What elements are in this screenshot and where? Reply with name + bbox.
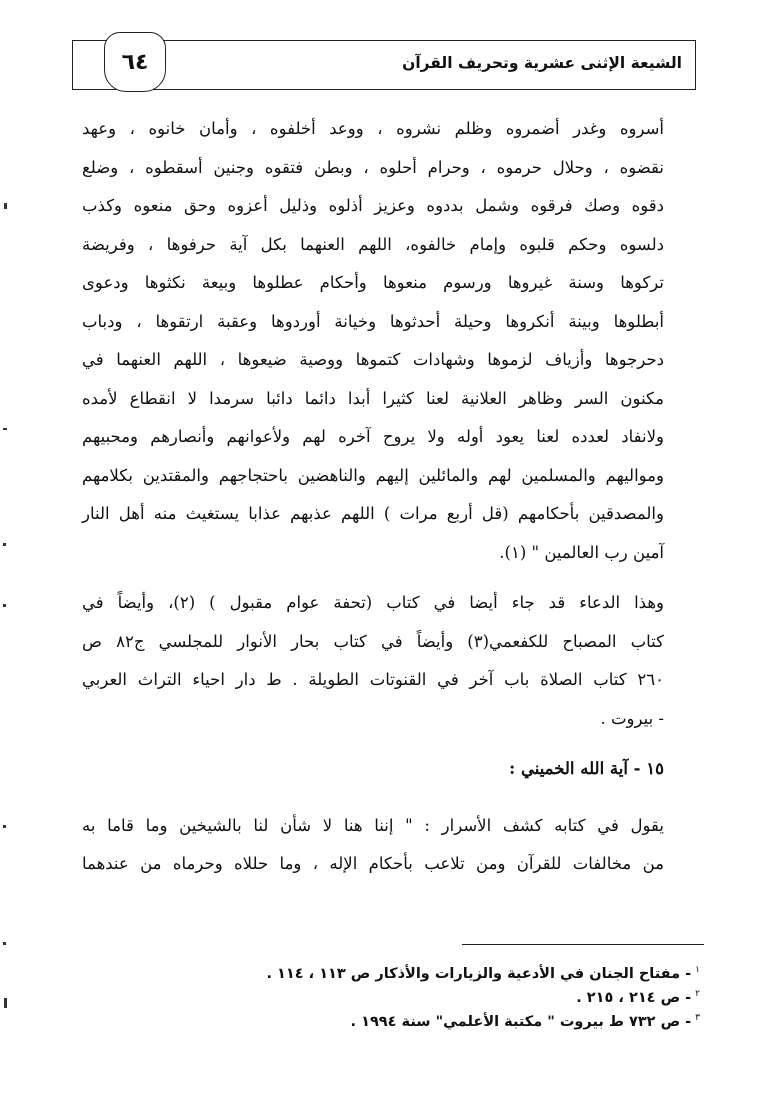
page-number: ٦٤ <box>104 32 166 92</box>
text-line: من مخالفات للقرآن ومن تلاعب بأحكام الإله ، وما حللاه وحرماه من عندهما <box>82 854 664 873</box>
footnote-text: - ص ٢١٤ ، ٢١٥ . <box>576 989 692 1006</box>
book-title: الشيعة الإثنى عشرية وتحريف القرآن <box>402 54 682 72</box>
footnote <box>140 982 700 1006</box>
footnote-marker: ٣ <box>695 1013 700 1023</box>
text-line: ولانفاد لعدده لعنا يعود أوله ولا يروح آخره لهم ولأعوانهم وأنصارهم ومحبيهم <box>82 427 664 446</box>
scan-speck <box>3 543 6 546</box>
text-line: وهذا الدعاء قد جاء أيضا في كتاب (تحفة عوام مقبول ) (٢)، وأيضاً في <box>82 593 665 612</box>
footnote-text: - مفتاح الجنان في الأدعية والزيارات والأذكار ص ١١٣ ، ١١٤ . <box>266 965 692 982</box>
footnotes <box>140 958 700 1030</box>
text-line: - بيروت . <box>600 708 664 728</box>
text-line: ٢٦٠ كتاب الصلاة باب آخر في القنوتات الطويلة . ط دار احياء التراث العربي <box>82 670 664 689</box>
footnote <box>140 1006 700 1030</box>
footnote-separator <box>462 944 704 945</box>
scan-speck <box>3 825 6 828</box>
text-line: نقضوه ، وحلال حرموه ، وحرام أحلوه ، وبطن فتقوه وجنين أسقطوه ، وضلع <box>82 157 664 177</box>
text-line: مكنون السر وظاهر العلانية لعنا كثيرا أبدا دائما دائبا سرمدا لا انقطاع لأمده <box>82 388 664 408</box>
text-line: تركوها وسنة غيروها ورسوم منعوها وأحكام عطلوها وبيعة نكثوها ودعوى <box>82 273 664 292</box>
scan-speck <box>3 604 6 607</box>
text-line: كتاب المصباح للكفعمي(٣) وأيضاً في كتاب بحار الأنوار للمجلسي ج٨٢ ص <box>82 631 665 651</box>
text-line: والمصدقين بأحكامهم (قل أربع مرات ) اللهم عذبهم عذابا يستغيث منه أهل النار <box>82 504 664 523</box>
scan-speck <box>3 942 6 945</box>
page-header <box>72 40 696 90</box>
text-line: آمين رب العالمين " (١). <box>499 542 664 562</box>
text-line: أبطلوها وبينة أنكروها وحيلة أحدثوها وخيانة أوردوها وعقبة ارتقوها ، ودباب <box>82 311 664 331</box>
footnote-text: - ص ٧٣٢ ط بيروت " مكتبة الأعلمي" سنة ١٩٩٤ . <box>350 1013 692 1030</box>
body-text <box>82 110 664 884</box>
text-line: يقول في كتابه كشف الأسرار : " إننا هنا لا شأن لنا بالشيخين وما قاما به <box>82 815 664 835</box>
text-line: دقوه وصك فرقوه وشمل بددوه وعزيز أذلوه وذليل أعزوه وحق منعوه وكذب <box>82 196 664 215</box>
footnote <box>140 958 700 982</box>
footnote-marker: ٢ <box>695 989 700 999</box>
text-line: أسروه وغدر أضمروه وظلم نشروه ، ووعد أخلفوه ، وأمان خانوه ، وعهد <box>82 119 664 138</box>
text-line: دحرجوها وأزياف لزموها وشهادات كتموها ووصية ضيعوها ، اللهم العنهما في <box>82 350 664 369</box>
scan-speck <box>3 428 7 430</box>
text-line: دلسوه وحكم قلبوه وإمام خالفوه، اللهم العنهما بكل آية حرفوها ، وفريضة <box>82 234 664 254</box>
section-heading: ١٥ - آية الله الخميني : <box>509 759 664 778</box>
scan-speck <box>4 998 7 1008</box>
footnote-marker: ١ <box>695 965 700 975</box>
scan-speck <box>4 203 7 209</box>
text-line: ومواليهم والمسلمين لهم والمائلين إليهم والناهضين باحتجاجهم والمقتدين بكلامهم <box>82 465 664 485</box>
